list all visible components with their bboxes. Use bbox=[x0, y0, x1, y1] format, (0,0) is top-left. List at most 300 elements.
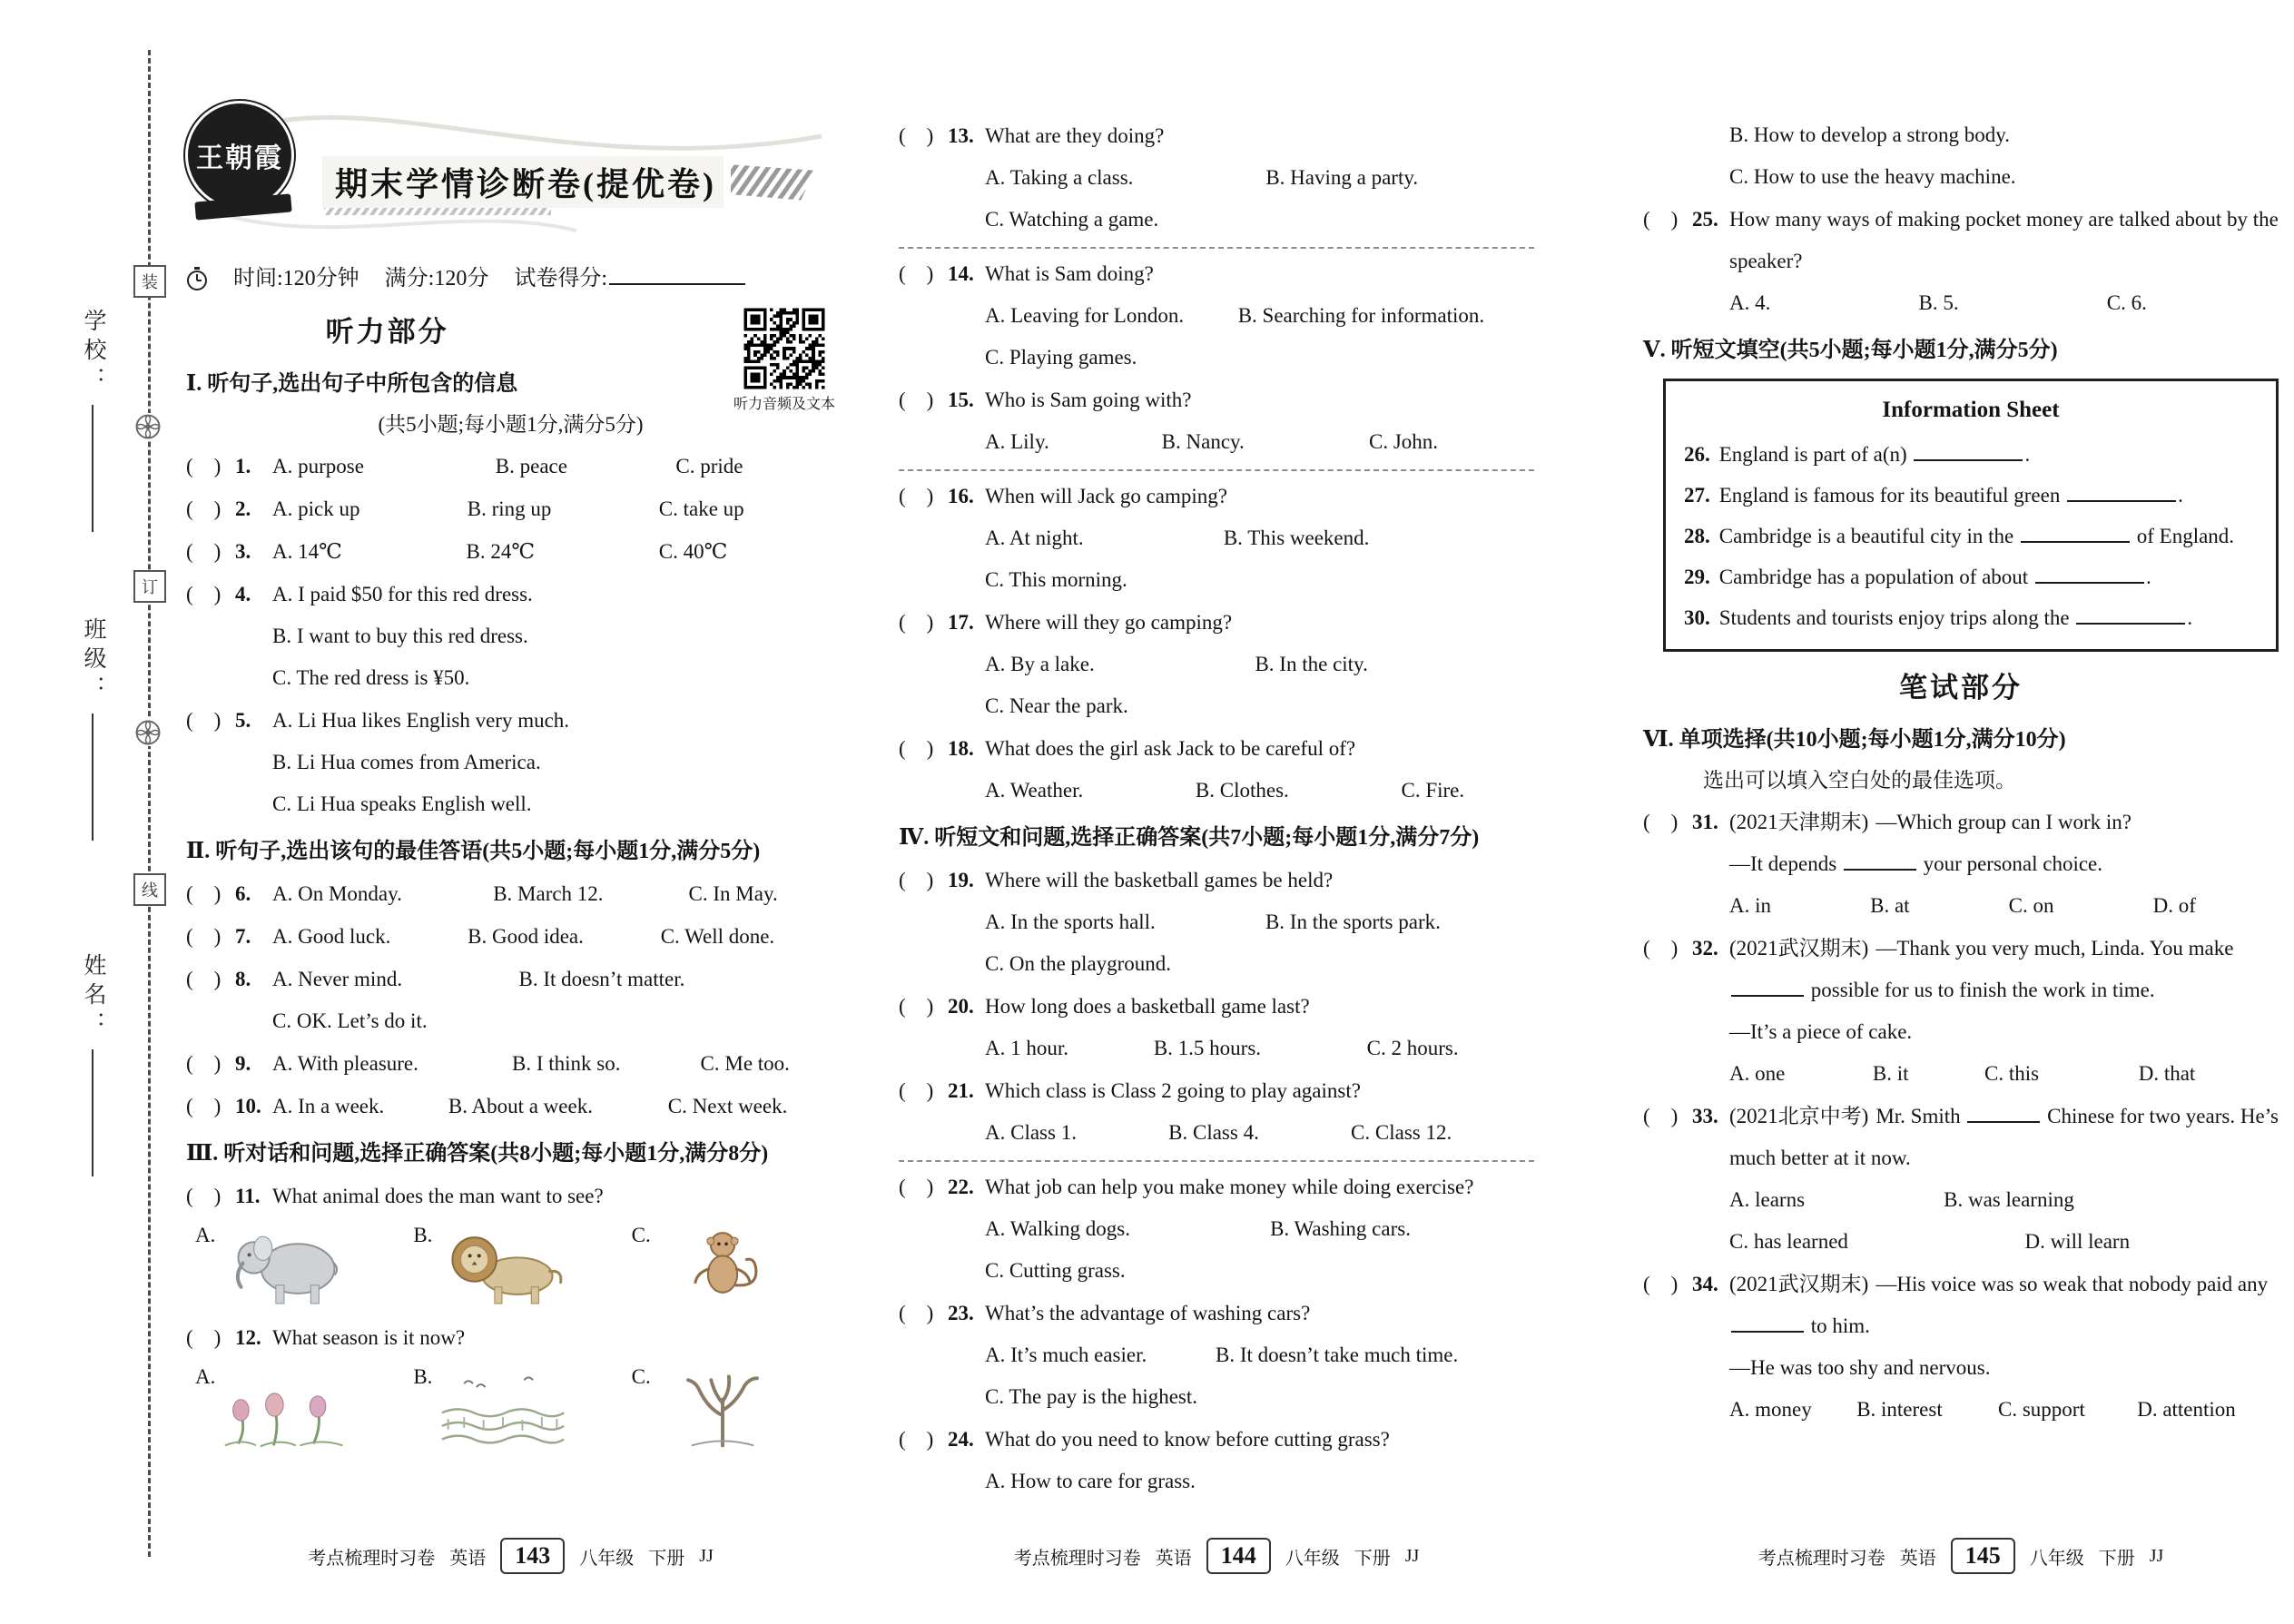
question-prefix bbox=[186, 1086, 272, 1127]
image-option[interactable] bbox=[413, 1221, 616, 1308]
option-label: C. bbox=[631, 1224, 651, 1246]
option-a[interactable]: A. How to care for grass. bbox=[985, 1470, 1196, 1492]
option-c[interactable]: C. OK. Let’s do it. bbox=[272, 1009, 428, 1032]
option-a[interactable]: A. learns bbox=[1729, 1188, 1806, 1211]
part-title: 笔试部分 bbox=[1899, 672, 2023, 704]
question-prefix bbox=[1643, 1096, 1729, 1179]
answer-blank[interactable]: ( ) bbox=[899, 485, 934, 507]
option-b[interactable]: B. peace bbox=[495, 455, 567, 477]
page-143-column bbox=[186, 89, 835, 1459]
question-9 bbox=[186, 1043, 835, 1085]
question-number: 5. bbox=[235, 709, 251, 732]
page-144-content bbox=[899, 115, 1534, 1502]
option-label: B. bbox=[413, 1365, 433, 1388]
answer-blank[interactable]: ( ) bbox=[186, 1052, 222, 1075]
option-b[interactable]: B. How to develop a strong body. bbox=[1729, 123, 2010, 146]
name-write-line[interactable] bbox=[92, 1049, 94, 1176]
name-label: 姓名： bbox=[81, 953, 105, 1040]
question-23 bbox=[899, 1293, 1534, 1418]
option-a[interactable]: A. By a lake. bbox=[985, 653, 1095, 675]
option-a[interactable]: A. Good luck. bbox=[272, 925, 391, 948]
question-prefix bbox=[186, 531, 272, 573]
answer-blank[interactable]: ( ) bbox=[1643, 1105, 1679, 1127]
title-stripe-decoration bbox=[731, 164, 814, 201]
item-text: Cambridge is a beautiful city in the of England. bbox=[1718, 525, 2235, 547]
image-option[interactable] bbox=[632, 1363, 835, 1450]
lion-image bbox=[438, 1221, 570, 1308]
question-line bbox=[186, 1086, 835, 1127]
option-a[interactable]: A. 4. bbox=[1729, 291, 1771, 314]
question-number: 33. bbox=[1692, 1105, 1718, 1127]
question-prefix bbox=[186, 488, 272, 530]
question-1 bbox=[186, 446, 835, 487]
answer-blank[interactable]: ( ) bbox=[186, 1326, 222, 1349]
question-number: 8. bbox=[235, 968, 251, 990]
spring-scene-image bbox=[221, 1363, 353, 1450]
option-a[interactable]: A. money bbox=[1729, 1398, 1812, 1421]
option-row bbox=[985, 337, 1534, 379]
answer-blank[interactable]: ( ) bbox=[899, 737, 934, 760]
question-body bbox=[985, 860, 1534, 901]
question-number: 25. bbox=[1692, 208, 1718, 231]
section-heading-block bbox=[899, 817, 1534, 859]
option-row bbox=[1729, 885, 2279, 927]
question-stem: —Which group can I work in? bbox=[1876, 811, 2132, 833]
image-option[interactable] bbox=[195, 1363, 399, 1450]
answer-blank[interactable]: ( ) bbox=[1643, 208, 1679, 231]
option-row bbox=[985, 559, 1534, 601]
question-number: 10. bbox=[235, 1095, 261, 1117]
question-body bbox=[272, 1176, 835, 1217]
question-line bbox=[186, 1043, 835, 1085]
answer-blank[interactable]: ( ) bbox=[899, 389, 934, 411]
question-number: 23. bbox=[948, 1302, 974, 1324]
question-body bbox=[272, 1317, 835, 1359]
option-a[interactable]: A. Taking a class. bbox=[985, 166, 1134, 189]
question-line bbox=[186, 1176, 835, 1217]
answer-blank[interactable]: ( ) bbox=[186, 709, 222, 732]
question-3 bbox=[186, 531, 835, 573]
question-6 bbox=[186, 873, 835, 915]
option-c[interactable]: C. on bbox=[2008, 894, 2054, 917]
question-33 bbox=[1643, 1096, 2279, 1263]
school-write-line[interactable] bbox=[92, 405, 94, 532]
fill-in-blank[interactable] bbox=[1967, 1103, 2040, 1123]
fill-in-blank[interactable] bbox=[1914, 441, 2023, 461]
class-field bbox=[76, 617, 109, 841]
option-c[interactable]: C. Next week. bbox=[667, 1095, 788, 1117]
section-heading-block bbox=[186, 1133, 835, 1175]
question-number: 3. bbox=[235, 540, 251, 563]
part-title: 听力部分 bbox=[325, 316, 449, 348]
option-a[interactable]: A. Class 1. bbox=[985, 1121, 1077, 1144]
question-prefix bbox=[1643, 199, 1729, 282]
answer-blank[interactable]: ( ) bbox=[899, 124, 934, 147]
school-field bbox=[76, 309, 109, 532]
footer-series-label: 考点梳理时习卷 bbox=[1757, 1548, 1885, 1569]
question-line bbox=[899, 602, 1534, 644]
option-row bbox=[985, 517, 1534, 559]
elephant-image bbox=[221, 1221, 353, 1308]
option-row bbox=[985, 157, 1534, 199]
option-b[interactable]: B. I think so. bbox=[511, 1052, 621, 1075]
answer-blank[interactable]: ( ) bbox=[186, 497, 222, 520]
option-row bbox=[985, 199, 1534, 241]
logo-ribbon-decoration bbox=[194, 193, 291, 220]
flower-ornament-icon bbox=[134, 719, 162, 746]
option-b[interactable]: B. About a week. bbox=[448, 1095, 593, 1117]
question-prefix bbox=[899, 379, 985, 421]
question-prefix bbox=[186, 1176, 272, 1217]
answer-blank[interactable]: ( ) bbox=[186, 1095, 222, 1117]
question-stem: What’s the advantage of washing cars? bbox=[985, 1302, 1311, 1324]
option-d[interactable]: D. of bbox=[2152, 894, 2196, 917]
answer-blank[interactable]: ( ) bbox=[899, 262, 934, 285]
answer-blank[interactable]: ( ) bbox=[1643, 937, 1679, 960]
footer-grade-label: 八年级 bbox=[2029, 1548, 2084, 1569]
question-stem: When will Jack go camping? bbox=[985, 485, 1227, 507]
footer-series-label: 考点梳理时习卷 bbox=[308, 1548, 436, 1569]
answer-blank[interactable]: ( ) bbox=[186, 925, 222, 948]
question-body bbox=[985, 1166, 1534, 1208]
option-b[interactable]: B. Class 4. bbox=[1168, 1121, 1259, 1144]
option-c[interactable]: C. John. bbox=[1368, 430, 1439, 453]
question-24 bbox=[899, 1419, 1534, 1502]
section-heading-block bbox=[1643, 330, 2279, 371]
option-b[interactable]: B. 1.5 hours. bbox=[1153, 1037, 1262, 1059]
option-c[interactable]: C. take up bbox=[658, 497, 744, 520]
option-c[interactable]: C. 2 hours. bbox=[1366, 1037, 1459, 1059]
question-body bbox=[272, 531, 835, 573]
answer-blank[interactable]: ( ) bbox=[186, 583, 222, 605]
question-body bbox=[985, 1293, 1534, 1334]
option-row bbox=[1729, 1221, 2279, 1263]
section-heading: Ⅳ. 听短文和问题,选择正确答案(共7小题;每小题1分,满分7分) bbox=[899, 826, 1480, 850]
question-number: 7. bbox=[235, 925, 251, 948]
option-b[interactable]: B. was learning bbox=[1944, 1188, 2074, 1211]
footer-grade-label: 八年级 bbox=[579, 1548, 635, 1569]
question-body bbox=[1729, 802, 2279, 843]
question-32 bbox=[1643, 928, 2279, 1095]
paper-header bbox=[186, 102, 835, 256]
fill-in-blank[interactable] bbox=[609, 265, 745, 285]
fill-in-blank[interactable] bbox=[2021, 523, 2130, 543]
question-line bbox=[186, 531, 835, 573]
question-body bbox=[985, 1419, 1534, 1461]
option-b[interactable]: B. 24℃ bbox=[466, 540, 536, 563]
question-line bbox=[899, 379, 1534, 421]
option-c[interactable]: C. Near the park. bbox=[985, 694, 1128, 717]
option-a[interactable]: A. purpose bbox=[272, 455, 364, 477]
footer-edition-label: JJ bbox=[699, 1545, 714, 1566]
question-25 bbox=[1643, 199, 2279, 324]
question-text-line: —It’s a piece of cake. bbox=[1729, 1020, 1913, 1043]
question-source-tag: (2021武汉期末) bbox=[1729, 937, 1869, 960]
question-body bbox=[985, 986, 1534, 1028]
question-prefix bbox=[899, 860, 985, 901]
option-row bbox=[1729, 114, 2279, 156]
fill-in-blank[interactable] bbox=[1844, 851, 1916, 871]
option-a[interactable]: A. 14℃ bbox=[272, 540, 342, 563]
option-c[interactable]: C. support bbox=[1998, 1398, 2085, 1421]
footer-volume-label: 下册 bbox=[1354, 1548, 1391, 1569]
question-number: 14. bbox=[948, 262, 974, 285]
option-c[interactable]: C. pride bbox=[675, 455, 743, 477]
option-b[interactable]: B. it bbox=[1872, 1062, 1909, 1085]
option-c[interactable]: C. Playing games. bbox=[985, 346, 1137, 369]
option-b[interactable]: B. Having a party. bbox=[1265, 166, 1419, 189]
question-source-tag: (2021天津期末) bbox=[1729, 811, 1869, 833]
question-line bbox=[899, 253, 1534, 295]
option-label: A. bbox=[195, 1365, 216, 1388]
option-a[interactable]: A. In a week. bbox=[272, 1095, 385, 1117]
question-4 bbox=[186, 574, 835, 699]
option-row bbox=[1729, 1389, 2279, 1431]
question-text-line: C. Li Hua speaks English well. bbox=[272, 792, 532, 815]
option-b[interactable]: B. at bbox=[1870, 894, 1910, 917]
option-b[interactable]: B. This weekend. bbox=[1223, 527, 1370, 549]
option-c[interactable]: C. The pay is the highest. bbox=[985, 1385, 1198, 1408]
question-body bbox=[272, 1043, 835, 1085]
option-c[interactable]: C. 40℃ bbox=[658, 540, 728, 563]
brand-logo bbox=[188, 103, 306, 240]
option-a[interactable]: A. one bbox=[1729, 1062, 1786, 1085]
question-prefix bbox=[186, 873, 272, 915]
question-22 bbox=[899, 1166, 1534, 1292]
question-14 bbox=[899, 253, 1534, 379]
option-c[interactable]: C. Me too. bbox=[700, 1052, 790, 1075]
item-number: 30. bbox=[1684, 606, 1710, 629]
option-a[interactable]: A. Weather. bbox=[985, 779, 1084, 802]
page-143-content bbox=[186, 307, 835, 1450]
question-18 bbox=[899, 728, 1534, 812]
option-row bbox=[985, 1208, 1534, 1250]
option-a[interactable]: A. in bbox=[1729, 894, 1771, 917]
question-stem: —Thank you very much, Linda. You make possible for us to finish the work in time. bbox=[1729, 937, 2233, 1001]
item-text: England is part of a(n) . bbox=[1718, 443, 2031, 466]
option-a[interactable]: A. Leaving for London. bbox=[985, 304, 1185, 327]
image-option[interactable] bbox=[632, 1221, 835, 1308]
question-prefix bbox=[186, 700, 272, 742]
option-row bbox=[985, 1028, 1534, 1069]
option-b[interactable]: B. Good idea. bbox=[468, 925, 584, 948]
option-row bbox=[985, 1461, 1534, 1502]
question-body bbox=[985, 602, 1534, 644]
option-c[interactable]: C. In May. bbox=[688, 882, 778, 905]
dashed-separator bbox=[899, 469, 1534, 471]
option-c[interactable]: C. On the playground. bbox=[985, 952, 1172, 975]
option-b[interactable]: B. Nancy. bbox=[1161, 430, 1245, 453]
question-number: 32. bbox=[1692, 937, 1718, 960]
option-a[interactable]: A. pick up bbox=[272, 497, 360, 520]
page-footer bbox=[899, 1538, 1534, 1574]
option-b[interactable]: B. It doesn’t matter. bbox=[518, 968, 685, 990]
question-prefix bbox=[899, 115, 985, 157]
question-number: 20. bbox=[948, 995, 974, 1018]
information-sheet-item bbox=[1684, 597, 2258, 638]
section-instruction: (共5小题;每小题1分,满分5分) bbox=[378, 413, 644, 436]
question-stem: Where will the basketball games be held? bbox=[985, 869, 1334, 891]
option-b[interactable]: B. March 12. bbox=[493, 882, 604, 905]
fill-in-blank[interactable] bbox=[2035, 564, 2144, 584]
option-a[interactable]: A. Never mind. bbox=[272, 968, 403, 990]
option-c[interactable]: C. Fire. bbox=[1401, 779, 1465, 802]
answer-blank[interactable]: ( ) bbox=[186, 1185, 222, 1207]
option-b[interactable]: B. 5. bbox=[1918, 291, 1959, 314]
section-heading: Ⅰ. 听句子,选出句子中所包含的信息 bbox=[186, 372, 518, 396]
item-number: 28. bbox=[1684, 525, 1710, 547]
question-line bbox=[899, 1419, 1534, 1461]
option-a[interactable]: A. It’s much easier. bbox=[985, 1343, 1147, 1366]
question-line bbox=[899, 476, 1534, 517]
information-sheet bbox=[1663, 379, 2279, 652]
option-row bbox=[985, 1376, 1534, 1418]
binding-mark-2: 订 bbox=[133, 570, 166, 603]
answer-blank[interactable]: ( ) bbox=[899, 1302, 934, 1324]
option-b[interactable]: B. interest bbox=[1856, 1398, 1943, 1421]
question-16 bbox=[899, 476, 1534, 601]
question-prefix bbox=[186, 1317, 272, 1359]
option-c[interactable]: C. Class 12. bbox=[1351, 1121, 1452, 1144]
question-line bbox=[899, 1166, 1534, 1208]
question-body bbox=[985, 1070, 1534, 1112]
item-text: England is famous for its beautiful green . bbox=[1718, 484, 2183, 507]
option-a[interactable]: A. 1 hour. bbox=[985, 1037, 1068, 1059]
question-number: 13. bbox=[948, 124, 974, 147]
question-stem: Where will they go camping? bbox=[985, 611, 1233, 634]
question-31 bbox=[1643, 802, 2279, 927]
answer-blank[interactable]: ( ) bbox=[899, 1176, 934, 1198]
answer-blank[interactable]: ( ) bbox=[186, 882, 222, 905]
option-a[interactable]: A. Walking dogs. bbox=[985, 1217, 1131, 1240]
question-stem: What animal does the man want to see? bbox=[272, 1185, 604, 1207]
option-row bbox=[1729, 156, 2279, 198]
option-b[interactable]: B. Searching for information. bbox=[1237, 304, 1485, 327]
question-body bbox=[1729, 928, 2279, 1011]
monkey-image bbox=[656, 1221, 789, 1308]
question-number: 1. bbox=[235, 455, 251, 477]
qr-caption: 听力音频及文本 bbox=[733, 397, 836, 412]
answer-blank[interactable]: ( ) bbox=[899, 869, 934, 891]
qr-block bbox=[733, 305, 835, 414]
answer-blank[interactable]: ( ) bbox=[186, 968, 222, 990]
answer-blank[interactable]: ( ) bbox=[186, 540, 222, 563]
option-row bbox=[985, 295, 1534, 337]
option-a[interactable]: A. Lily. bbox=[985, 430, 1049, 453]
option-b[interactable]: B. Clothes. bbox=[1195, 779, 1289, 802]
option-d[interactable]: D. that bbox=[2138, 1062, 2196, 1085]
question-number: 24. bbox=[948, 1428, 974, 1451]
section-heading: Ⅱ. 听句子,选出该句的最佳答语(共5小题;每小题1分,满分5分) bbox=[186, 840, 761, 863]
item-number: 27. bbox=[1684, 484, 1710, 507]
question-12 bbox=[186, 1317, 835, 1450]
option-c[interactable]: C. 6. bbox=[2106, 291, 2147, 314]
option-row bbox=[1729, 1053, 2279, 1095]
question-stem: Mr. Smith Chinese for two years. He’s much better at it now. bbox=[1729, 1105, 2279, 1169]
image-option[interactable] bbox=[195, 1221, 399, 1308]
option-c[interactable]: C. Watching a game. bbox=[985, 208, 1159, 231]
question-prefix bbox=[186, 574, 272, 615]
item-text: Students and tourists enjoy trips along the . bbox=[1718, 606, 2193, 629]
answer-blank[interactable]: ( ) bbox=[899, 995, 934, 1018]
answer-blank[interactable]: ( ) bbox=[899, 1079, 934, 1102]
option-c[interactable]: C. has learned bbox=[1729, 1230, 1848, 1253]
fill-in-blank[interactable] bbox=[2067, 482, 2176, 502]
option-b[interactable]: B. In the sports park. bbox=[1265, 910, 1441, 933]
information-sheet-item bbox=[1684, 516, 2258, 556]
question-prefix bbox=[899, 253, 985, 295]
option-a[interactable]: A. With pleasure. bbox=[272, 1052, 418, 1075]
item-text: Cambridge has a population of about . bbox=[1718, 566, 2151, 588]
fill-in-blank[interactable] bbox=[2076, 605, 2185, 625]
question-stem: Who is Sam going with? bbox=[985, 389, 1192, 411]
option-b[interactable]: B. Washing cars. bbox=[1270, 1217, 1411, 1240]
option-b[interactable]: B. ring up bbox=[467, 497, 552, 520]
class-write-line[interactable] bbox=[92, 714, 94, 841]
option-c[interactable]: C. Cutting grass. bbox=[985, 1259, 1126, 1282]
fill-in-blank[interactable] bbox=[1731, 1313, 1804, 1333]
question-number: 6. bbox=[235, 882, 251, 905]
answer-blank[interactable]: ( ) bbox=[1643, 1273, 1679, 1295]
question-line bbox=[186, 916, 835, 958]
item-number: 29. bbox=[1684, 566, 1710, 588]
question-line bbox=[1643, 928, 2279, 1011]
answer-blank[interactable]: ( ) bbox=[899, 611, 934, 634]
question-stem: A. Li Hua likes English very much. bbox=[272, 709, 570, 732]
question-prefix bbox=[1643, 802, 1729, 843]
question-number: 16. bbox=[948, 485, 974, 507]
exam-info-line bbox=[186, 260, 835, 298]
question-8 bbox=[186, 959, 835, 1042]
fill-in-blank[interactable] bbox=[1731, 977, 1804, 997]
footer-subject-label: 英语 bbox=[1155, 1548, 1192, 1569]
question-body bbox=[985, 476, 1534, 517]
section-heading: Ⅲ. 听对话和问题,选择正确答案(共8小题;每小题1分,满分8分) bbox=[186, 1142, 769, 1166]
section-heading: Ⅵ. 单项选择(共10小题;每小题1分,满分10分) bbox=[1643, 728, 2066, 752]
image-options-row bbox=[195, 1363, 835, 1450]
option-c[interactable]: C. How to use the heavy machine. bbox=[1729, 165, 2016, 188]
binding-mark-1: 装 bbox=[133, 265, 166, 298]
image-option[interactable] bbox=[413, 1363, 616, 1450]
option-b[interactable]: B. It doesn’t take much time. bbox=[1216, 1343, 1459, 1366]
question-body bbox=[1729, 1096, 2279, 1179]
option-c[interactable]: C. this bbox=[1984, 1062, 2040, 1085]
option-d[interactable]: D. will learn bbox=[2024, 1230, 2131, 1253]
question-line bbox=[186, 446, 835, 487]
option-d[interactable]: D. attention bbox=[2137, 1398, 2236, 1421]
bare-tree-image bbox=[656, 1363, 789, 1450]
question-17 bbox=[899, 602, 1534, 727]
option-c[interactable]: C. This morning. bbox=[985, 568, 1127, 591]
answer-blank[interactable]: ( ) bbox=[1643, 811, 1679, 833]
answer-blank[interactable]: ( ) bbox=[186, 455, 222, 477]
option-a[interactable]: A. On Monday. bbox=[272, 882, 402, 905]
question-body bbox=[272, 574, 835, 615]
question-number: 12. bbox=[235, 1326, 261, 1349]
option-b[interactable]: B. In the city. bbox=[1255, 653, 1368, 675]
option-a[interactable]: A. In the sports hall. bbox=[985, 910, 1156, 933]
page-number: 145 bbox=[1951, 1538, 2015, 1574]
question-line bbox=[899, 986, 1534, 1028]
option-row bbox=[985, 1334, 1534, 1376]
option-a[interactable]: A. At night. bbox=[985, 527, 1084, 549]
question-5 bbox=[186, 700, 835, 825]
answer-blank[interactable]: ( ) bbox=[899, 1428, 934, 1451]
question-stem: A. I paid $50 for this red dress. bbox=[272, 583, 533, 605]
question-body bbox=[1729, 199, 2279, 282]
option-c[interactable]: C. Well done. bbox=[660, 925, 775, 948]
question-body bbox=[985, 728, 1534, 770]
